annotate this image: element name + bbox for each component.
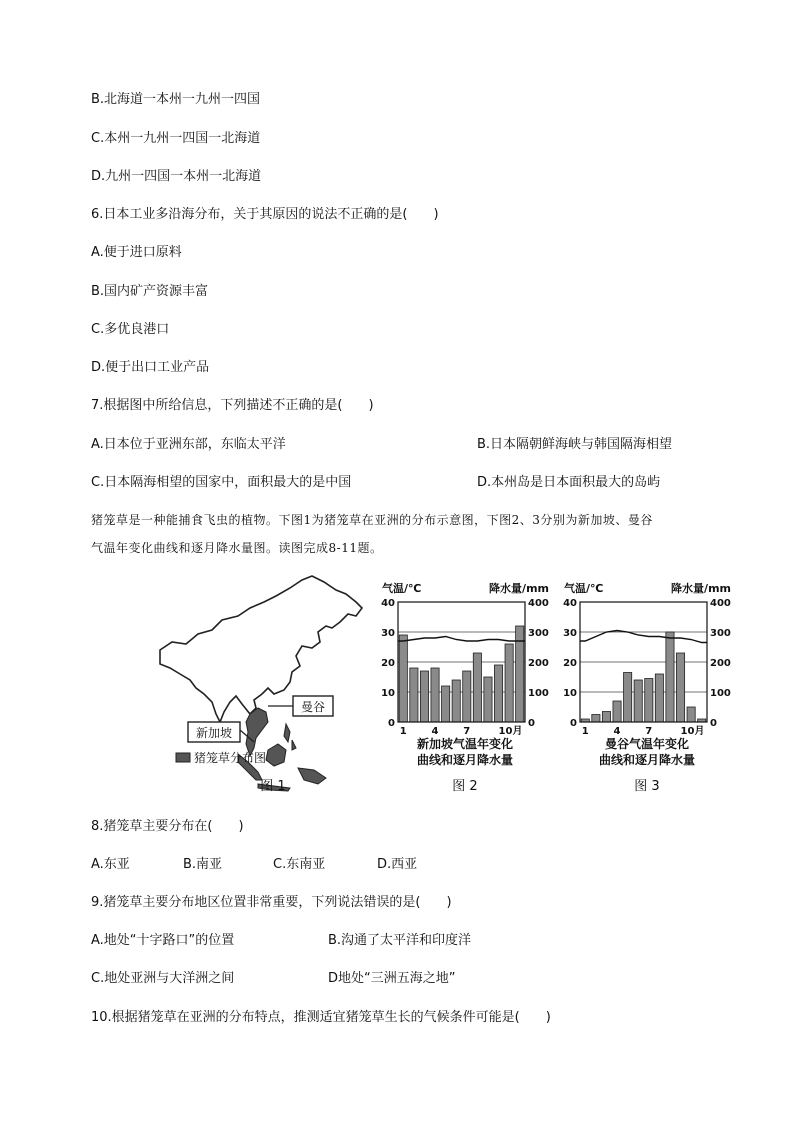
q9-option-d: D地处“三洲五海之地” <box>328 971 456 986</box>
precip-bar <box>645 679 653 723</box>
right-tick-label: 300 <box>528 628 549 639</box>
right-tick-label: 400 <box>710 598 731 609</box>
q7-option-d: D.本州岛是日本面积最大的岛屿 <box>477 475 661 490</box>
figure2-singapore-chart <box>378 572 553 802</box>
q6-option-d: D.便于出口工业产品 <box>91 360 210 375</box>
intro-line-2: 气温年变化曲线和逐月降水量图。读图完成8-11题。 <box>91 541 383 555</box>
q6-option-a: A.便于进口原料 <box>91 245 182 260</box>
bangkok-label: 曼谷 <box>300 700 326 714</box>
q9-option-b: B.沟通了太平洋和印度洋 <box>328 933 472 948</box>
left-tick-label: 20 <box>381 658 395 669</box>
q6-option-b: B.国内矿产资源丰富 <box>91 284 209 299</box>
left-tick-label: 0 <box>388 718 395 729</box>
intro-line-1: 猪笼草是一种能捕食飞虫的植物。下图1为猪笼草在亚洲的分布示意图，下图2、3分别为新加坡、曼谷 <box>91 513 653 527</box>
fig2-title: 新加坡气温年变化 <box>416 737 514 751</box>
indochina-outline <box>246 708 268 756</box>
q7-stem: 7.根据图中所给信息，下列描述不正确的是( ) <box>91 398 374 413</box>
right-tick-label: 0 <box>710 718 717 729</box>
precip-bar <box>494 665 502 722</box>
borneo-outline <box>266 744 286 766</box>
fig2-caption: 图 2 <box>452 779 478 794</box>
fig3-right-axis-label: 降水量/mm <box>671 582 731 595</box>
fig3-subtitle: 曲线和逐月降水量 <box>598 753 696 767</box>
precip-bar <box>666 632 674 722</box>
left-tick-label: 30 <box>563 628 577 639</box>
left-tick-label: 10 <box>563 688 577 699</box>
q10-stem: 10.根据猪笼草在亚洲的分布特点，推测适宜猪笼草生长的气候条件可能是( ) <box>91 1010 551 1025</box>
precip-bar <box>624 673 632 723</box>
right-tick-label: 300 <box>710 628 731 639</box>
new-guinea-outline <box>298 768 326 784</box>
fig2-left-axis-label: 气温/℃ <box>382 582 422 595</box>
legend-label: 猪笼草分布图 <box>194 751 267 765</box>
fig2-right-axis-label: 降水量/mm <box>489 582 549 595</box>
precip-bar <box>473 653 481 722</box>
precip-bar <box>634 680 642 722</box>
legend-swatch <box>176 753 190 762</box>
x-tick-label: 10月 <box>680 726 705 737</box>
q5-option-c: C.本州一九州一四国一北海道 <box>91 131 261 146</box>
x-tick-label: 1 <box>399 726 407 737</box>
right-tick-label: 200 <box>528 658 549 669</box>
precip-bar <box>463 671 471 722</box>
precip-bar <box>452 680 460 722</box>
q9-option-c: C.地处亚洲与大洋洲之间 <box>91 971 235 986</box>
fig3-plot <box>563 598 731 737</box>
figure1-map <box>150 572 375 802</box>
precip-bar <box>505 644 513 722</box>
fig2-subtitle: 曲线和逐月降水量 <box>416 753 514 767</box>
q8-option-b: B.南亚 <box>183 857 223 872</box>
q5-option-d: D.九州一四国一本州一北海道 <box>91 169 262 184</box>
x-tick-label: 7 <box>645 726 653 737</box>
q8-option-a: A.东亚 <box>91 857 130 872</box>
right-tick-label: 100 <box>710 688 731 699</box>
q9-option-a: A.地处“十字路口”的位置 <box>91 933 235 948</box>
x-tick-label: 4 <box>613 726 621 737</box>
x-tick-label: 1 <box>581 726 589 737</box>
precip-bar <box>484 677 492 722</box>
singapore-label: 新加坡 <box>195 726 233 740</box>
right-tick-label: 200 <box>710 658 731 669</box>
precip-bar <box>613 701 621 722</box>
x-tick-label: 7 <box>463 726 471 737</box>
q5-option-b: B.北海道一本州一九州一四国 <box>91 92 261 107</box>
precip-bar <box>410 668 418 722</box>
q6-option-c: C.多优良港口 <box>91 322 170 337</box>
temperature-curve <box>398 637 525 642</box>
figure-area <box>150 572 740 802</box>
precip-bar <box>655 674 663 722</box>
q7-option-c: C.日本隔海相望的国家中，面积最大的是中国 <box>91 475 352 490</box>
reading-intro <box>91 506 731 562</box>
precip-bar <box>676 653 684 722</box>
precip-bar <box>602 712 610 723</box>
fig3-caption: 图 3 <box>634 779 660 794</box>
right-tick-label: 100 <box>528 688 549 699</box>
right-tick-label: 0 <box>528 718 535 729</box>
q7-option-a: A.日本位于亚洲东部，东临太平洋 <box>91 437 286 452</box>
figure1-caption: 图 1 <box>260 779 286 794</box>
philippines-outline <box>284 724 296 750</box>
left-tick-label: 0 <box>570 718 577 729</box>
fig3-title: 曼谷气温年变化 <box>604 737 690 751</box>
fig3-left-axis-label: 气温/℃ <box>564 582 604 595</box>
precip-bar <box>442 686 450 722</box>
q6-stem: 6.日本工业多沿海分布，关于其原因的说法不正确的是( ) <box>91 207 439 222</box>
q9-stem: 9.猪笼草主要分布地区位置非常重要，下列说法错误的是( ) <box>91 895 452 910</box>
q7-option-b: B.日本隔朝鲜海峡与韩国隔海相望 <box>477 437 673 452</box>
x-tick-label: 10月 <box>498 726 523 737</box>
precip-bar <box>687 707 695 722</box>
x-tick-label: 4 <box>431 726 439 737</box>
left-tick-label: 40 <box>381 598 395 609</box>
figure3-bangkok-chart <box>560 572 735 802</box>
precip-bar <box>592 715 600 723</box>
q8-option-c: C.东南亚 <box>273 857 326 872</box>
left-tick-label: 30 <box>381 628 395 639</box>
precip-bar <box>399 635 407 722</box>
precip-bar <box>431 668 439 722</box>
left-tick-label: 40 <box>563 598 577 609</box>
left-tick-label: 20 <box>563 658 577 669</box>
right-tick-label: 400 <box>528 598 549 609</box>
left-tick-label: 10 <box>381 688 395 699</box>
fig2-plot <box>381 598 549 737</box>
precip-bar <box>420 671 428 722</box>
q8-stem: 8.猪笼草主要分布在( ) <box>91 819 244 834</box>
q8-option-d: D.西亚 <box>377 857 418 872</box>
